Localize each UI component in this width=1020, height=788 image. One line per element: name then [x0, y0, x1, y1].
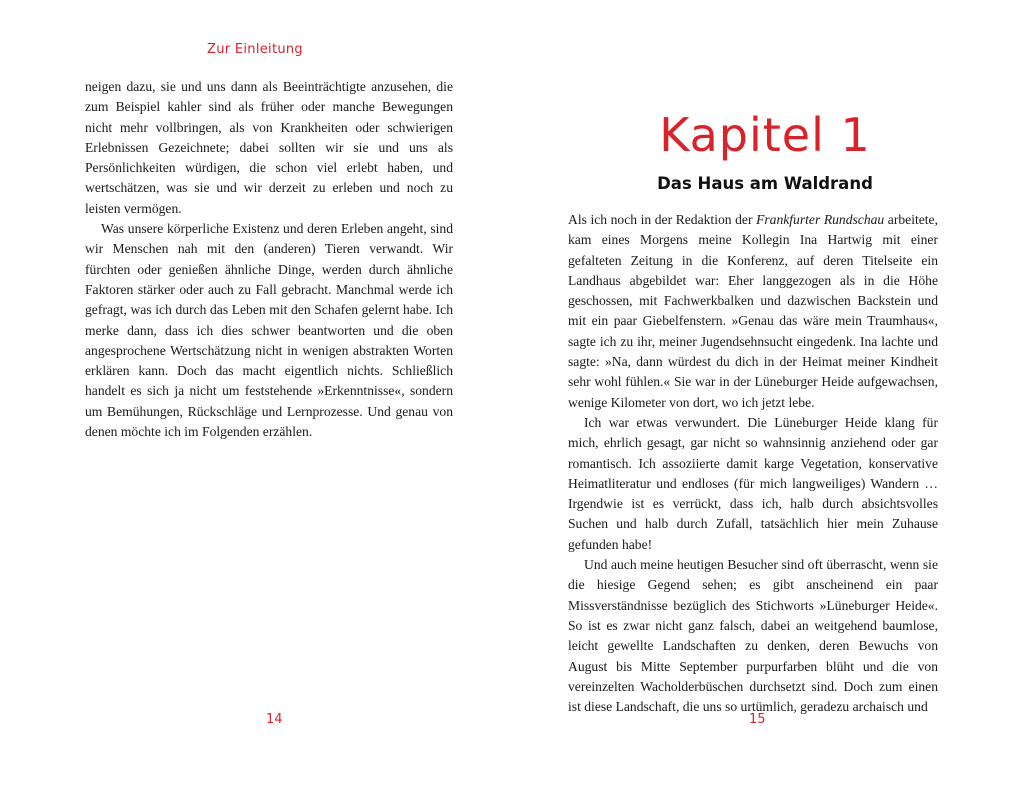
paragraph: Und auch meine heutigen Besucher sind oft überrascht, wenn sie die hiesige Gegend sehen; es gibt anscheinend ein paar Missverständnisse bezüglich des Stichworts »Lüneburger Heide«. So ist es zwar nicht ganz falsch, dabei an weitgehend baumlose, leicht gewellte Landschaften zu denken, deren Bewuchs von August bis Mitte September purpurfarben blüht und die von vereinzelten Wacholderbüschen durchsetzt sind. Doch zum einen ist diese Landschaft, die uns so urtümlich, geradezu archaisch und: [568, 557, 938, 715]
chapter-subtitle: Das Haus am Waldrand: [657, 174, 873, 193]
paragraph: neigen dazu, sie und uns dann als Beeinträchtigte anzusehen, die zum Beispiel kahler sind als früher oder manche Bewegungen nicht mehr vollbringen, als von Krankheiten oder schwierigen Erlebnissen Gezeichnete; dabei sollten wir sie und uns als Persönlichkeiten würdigen, die schon viel erlebt haben, und wertschätzen, was sie und wir derzeit zu erleben und noch zu leisten vermögen.: [85, 79, 453, 216]
paragraph-text: Als ich noch in der Redaktion der: [568, 212, 757, 227]
chapter-title: Kapitel 1: [659, 108, 871, 162]
newspaper-title: Frankfurter Rundschau: [756, 212, 885, 227]
running-head: Zur Einleitung: [207, 42, 303, 57]
paragraph-text: arbeitete, kam eines Morgens meine Kollegin Ina Hartwig mit einer gefalteten Zeitung in die Konferenz, auf deren Titelseite ein Landhaus abgebildet war: Eher langgezogen als in die Höhe geschossen, mit Fachwerkbalken und dazwischen Backstein und mit ein paar Giebelfenstern. »Genau das wäre mein Traumhaus«, sagte ich zu ihr, meiner Jugendsehnsucht eingedenk. Ina lachte und sagte: »Na, dann würdest du dich in der Heimat meiner Kindheit sehr wohl fühlen.« Sie war in der Lüneburger Heide aufgewachsen, wenige Kilometer von dort, wo ich jetzt lebe.: [568, 212, 938, 410]
left-body-text: [85, 77, 453, 442]
page-number-left: 14: [266, 712, 283, 727]
page-number-right: 15: [749, 712, 766, 727]
paragraph: Was unsere körperliche Existenz und deren Erleben angeht, sind wir Menschen nah mit den (anderen) Tieren verwandt. Wir fürchten oder genießen ähnliche Dinge, werden durch ähnliche Faktoren stärker oder auch zu Fall gebracht. Manchmal werde ich gefragt, was ich durch das Leben mit den Schafen gelernt habe. Ich merke dann, dass ich dies schwer beantworten und die oben angesprochene Wertschätzung nicht in wenigen abstrakten Worten erklären kann. Doch das macht eigentlich nichts. Schließlich handelt es sich ja nicht um feststehende »Erkenntnisse«, sondern um Bemühungen, Rückschläge und Lernprozesse. Und genau von denen möchte ich im Folgenden erzählen.: [85, 221, 453, 440]
right-page: [510, 0, 1020, 788]
paragraph: Ich war etwas verwundert. Die Lüneburger Heide klang für mich, ehrlich gesagt, gar nicht so wahnsinnig anziehend oder gar romantisch. Ich assoziierte damit karge Vegetation, konservative Heimatliteratur und endloses (für mich langweiliges) Wandern … Irgendwie ist es verrückt, dass ich, halb durch absichtsvolles Suchen und halb durch Zufall, tatsächlich hier mein Zuhause gefunden habe!: [568, 414, 938, 552]
right-body-text: [568, 210, 938, 717]
paragraph: [568, 210, 938, 413]
